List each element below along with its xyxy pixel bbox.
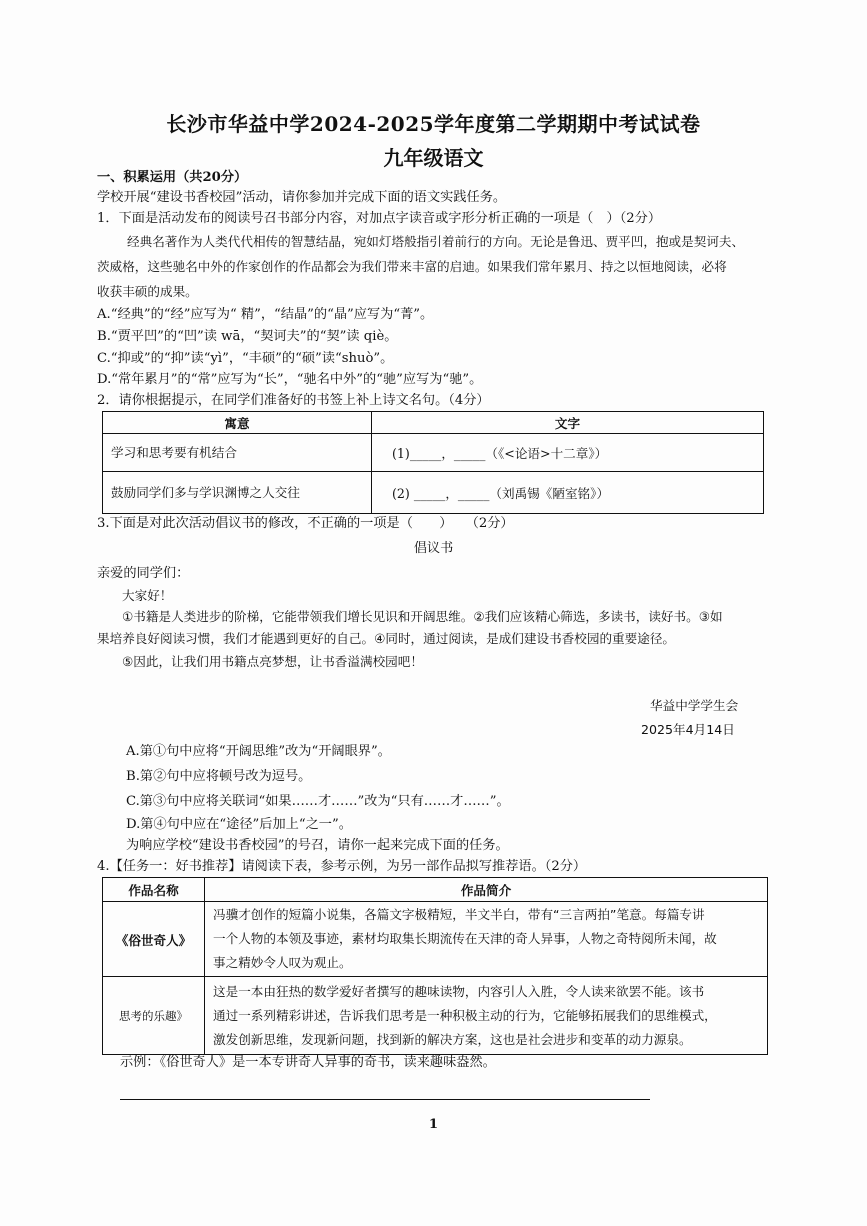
q1-option-d: D.“常年累月”的“常”应写为“长”，“驰名中外”的“驰”应写为“驰”。 [97, 372, 483, 387]
q3-option-a: A.第①句中应将“开阔思维”改为“开阔眼界”。 [126, 744, 391, 759]
q4-example: 示例：《俗世奇人》是一本专讲奇人异事的奇书，读来趣味盎然。 [120, 1055, 496, 1070]
q3-hello: 大家好！ [122, 588, 173, 603]
q4-col-desc-header: 作品简介 [205, 878, 768, 902]
q2-col-meaning-header: 寓意 [103, 412, 372, 434]
q4-recommend-table [102, 877, 768, 1055]
q4-row1-desc-line: 冯骥才创作的短篇小说集，各篇文字极精短，半文半白，带有“三言两拍”笔意。每篇专讲 [213, 907, 705, 922]
q2-row1-text: (1)_____，_____（《<论语>十二章》） [372, 434, 764, 472]
section1-heading: 一、积累运用（共20分） [97, 170, 248, 185]
q2-row2-meaning: 鼓励同学们多与学识渊博之人交往 [103, 472, 372, 514]
q3-option-d: D.第④句中应在“途径”后加上“之一”。 [126, 817, 352, 832]
q3-body-1: ①书籍是人类进步的阶梯，它能带领我们增长见识和开阔思维。②我们应该精心筛选，多读书，读好书。③如 [122, 609, 723, 624]
section1-intro: 学校开展“建设书香校园”活动，请你参加并完成下面的语文实践任务。 [97, 190, 507, 205]
q1-option-c: C.“抑或”的“抑”读“yì”，“丰硕”的“硕”读“shuò”。 [97, 351, 394, 366]
q2-col-text-header: 文字 [372, 412, 764, 434]
page-title: 长沙市华益中学2024-2025学年度第二学期期中考试试卷 [166, 112, 701, 136]
q4-row2-desc-line: 这是一本由狂热的数学爱好者撰写的趣味读物，内容引人入胜，令人读来欲罢不能。该书 [213, 983, 705, 999]
q3-closing: ⑤因此，让我们用书籍点亮梦想，让书香溢满校园吧！ [122, 654, 423, 669]
page-subtitle: 九年级语文 [383, 146, 484, 170]
page-number: 1 [428, 1117, 439, 1132]
q3-body-2: 果培养良好阅读习惯，我们才能遇到更好的自己。④同时，通过阅读，是成们建设书香校园的重要途径。 [97, 631, 676, 646]
q2-row1-meaning: 学习和思考要有机结合 [103, 434, 372, 472]
q3-stem: 3.下面是对此次活动倡议书的修改，不正确的一项是（ ） （2分） [97, 516, 514, 531]
q1-option-b: B.“贾平凹”的“凹”读 wā，“契诃夫”的“契”读 qiè。 [97, 329, 398, 344]
q3-greeting: 亲爱的同学们： [97, 566, 190, 581]
q1-passage-1: 经典名著作为人类代代相传的智慧结晶，宛如灯塔般指引着前行的方向。无论是鲁迅、贾平凹，抱或是契诃夫、 [127, 234, 745, 249]
q1-stem: 1．下面是活动发布的阅读号召书部分内容，对加点字读音或字形分析正确的一项是（ ）（2分） [97, 211, 662, 226]
q2-stem: 2．请你根据提示，在同学们准备好的书签上补上诗文名句。（4分） [97, 393, 490, 408]
q2-row2-text: (2) _____，_____（刘禹锡《陋室铭》） [372, 472, 764, 514]
q2-bookmark-table [102, 411, 764, 514]
q3-date: 2025年4月14日 [641, 722, 735, 737]
q4-row1-desc [205, 902, 768, 977]
q4-row2-desc-line: 激发创新思维，发现新问题，找到新的解决方案，这也是社会进步和变革的动力源泉。 [213, 1031, 692, 1047]
q1-option-a: A.“经典”的“经”应写为“ 精”，“结晶”的“晶”应写为“菁”。 [97, 307, 434, 322]
q3-transition: 为响应学校“建设书香校园”的号召，请你一起来完成下面的任务。 [126, 838, 509, 853]
q3-option-c: C.第③句中应将关联词“如果……才……”改为“只有……才……”。 [126, 794, 510, 809]
footer-rule [120, 1099, 650, 1100]
q4-row2-desc-line: 通过一系列精彩讲述，告诉我们思考是一种积极主动的行为，它能够拓展我们的思维模式， [213, 1007, 717, 1023]
q4-col-name-header: 作品名称 [103, 878, 205, 902]
q4-row1-desc-line: 事之精妙令人叹为观止。 [213, 955, 352, 970]
q1-passage-3: 收获丰硕的成果。 [97, 284, 198, 299]
q3-signature: 华益中学学生会 [650, 698, 739, 713]
q3-option-b: B.第②句中应将顿号改为逗号。 [126, 769, 312, 784]
q4-row1-name: 《俗世奇人》 [103, 902, 205, 977]
q3-doc-title: 倡议书 [413, 541, 454, 556]
q4-row2-desc [205, 977, 768, 1055]
q1-passage-2: 茨威格，这些驰名中外的作家创作的作品都会为我们带来丰富的启迪。如果我们常年累月、持之以恒地阅读，必将 [97, 259, 727, 274]
q4-row2-name: 思考的乐趣》 [103, 977, 205, 1055]
q4-stem: 4.【任务一：好书推荐】请阅读下表，参考示例，为另一部作品拟写推荐语。（2分） [97, 859, 587, 874]
q4-row1-desc-line: 一个人物的本领及事迹，素材均取集长期流传在天津的奇人异事，人物之奇特阅所未闻，故 [213, 931, 717, 946]
